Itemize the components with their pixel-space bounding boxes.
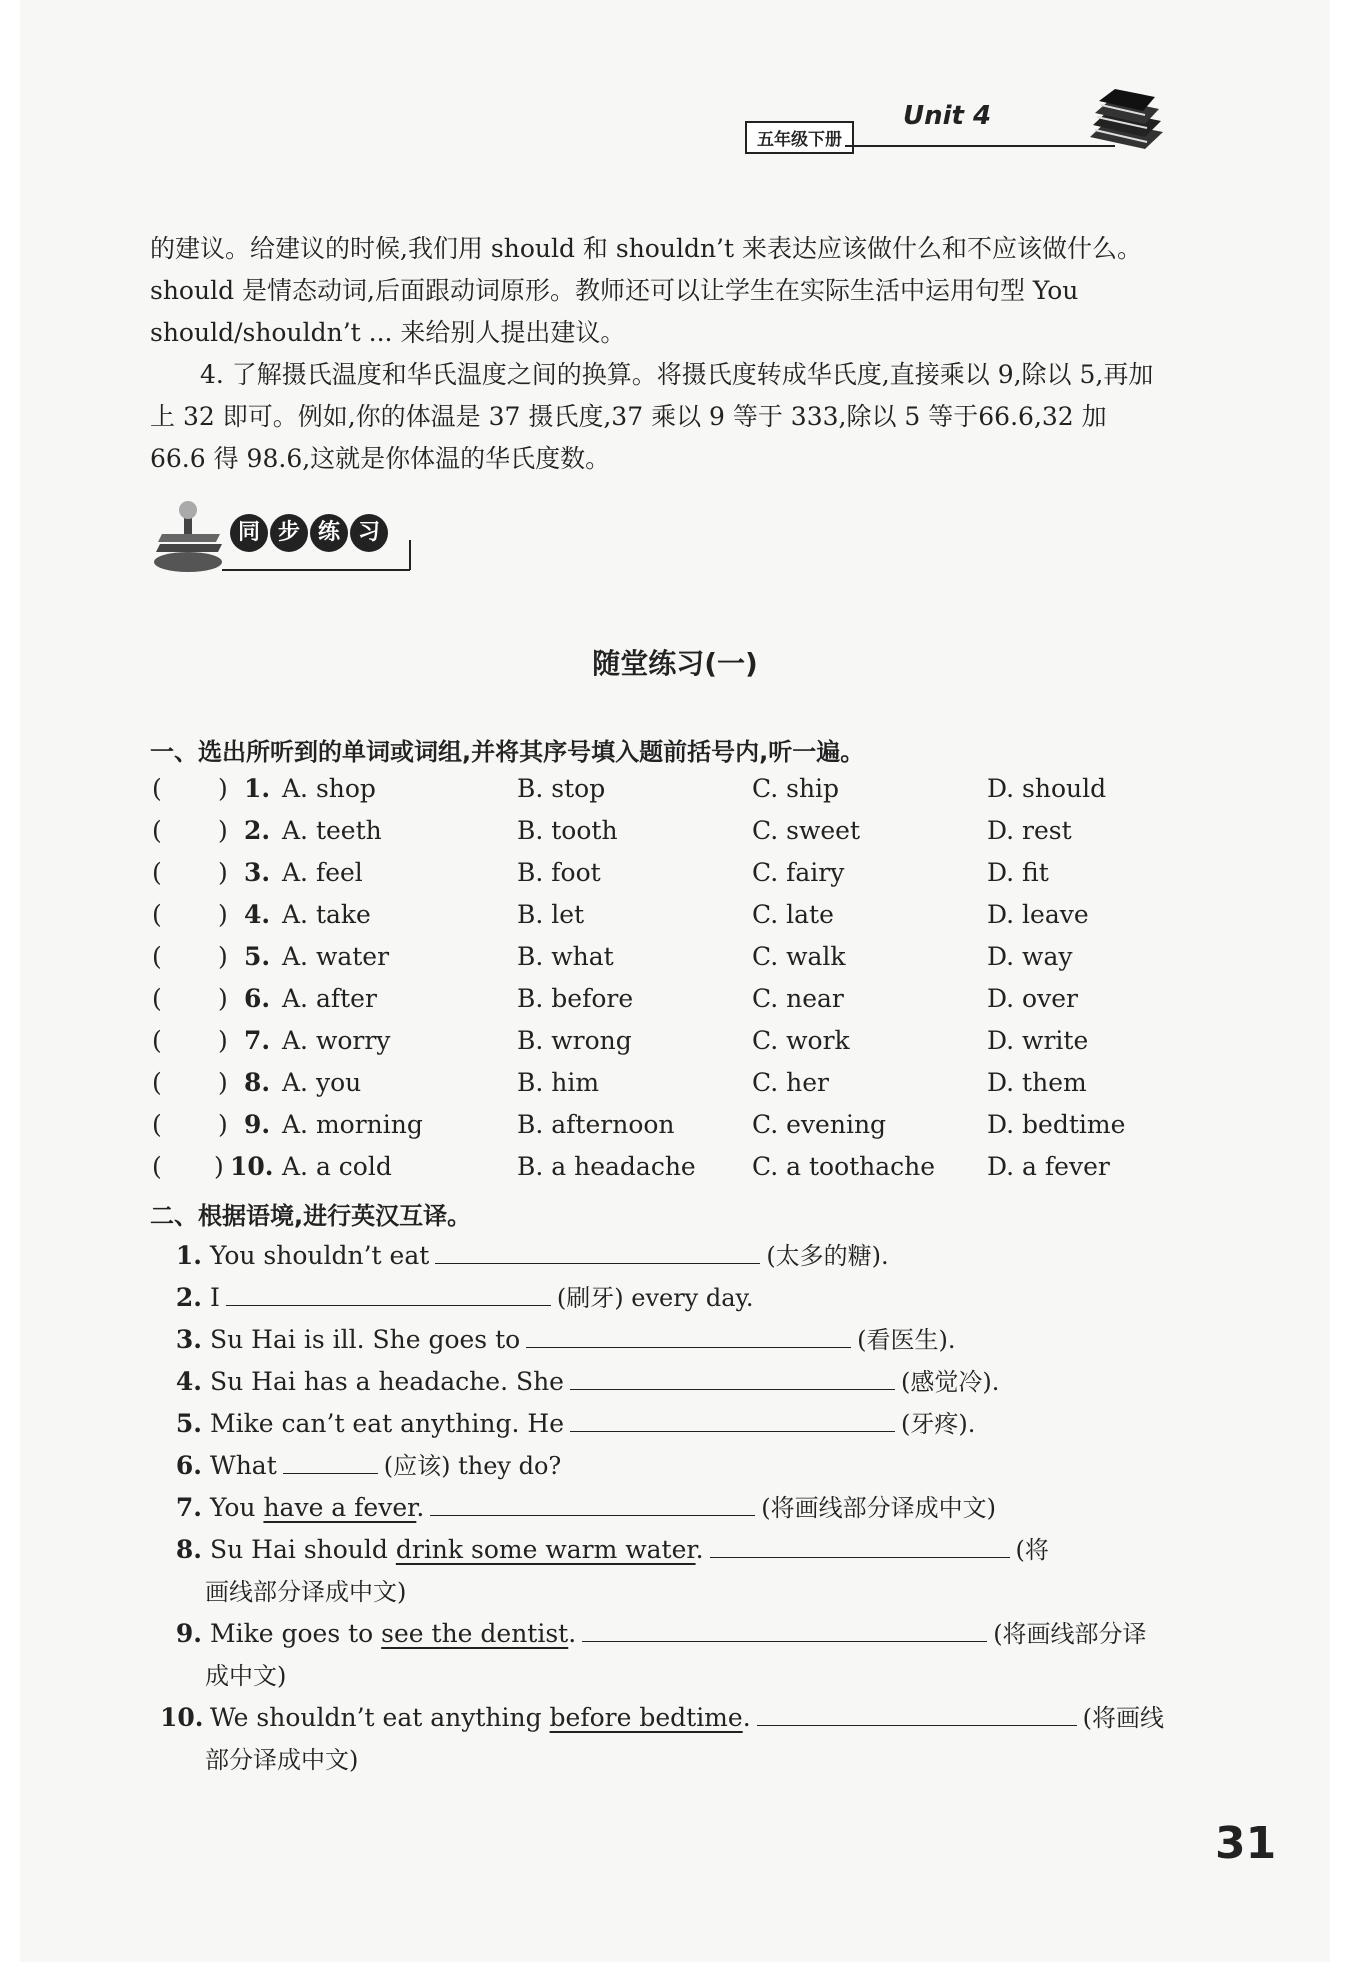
list-item: 1. You shouldn’t eat (太多的糖).: [160, 1236, 889, 1271]
part2-heading: 二、根据语境,进行英汉互译。: [150, 1202, 472, 1230]
exercise-title: 随堂练习(一): [592, 647, 758, 680]
page-number: 31: [1215, 1818, 1277, 1869]
answer-blank[interactable]: [570, 1363, 895, 1390]
list-item: 8. Su Hai should drink some warm water. (将: [160, 1530, 1049, 1565]
books-icon: [1085, 87, 1165, 157]
list-item: 6. What (应该) they do?: [160, 1446, 561, 1481]
answer-blank[interactable]: [435, 1237, 760, 1264]
answer-blank[interactable]: [226, 1279, 551, 1306]
answer-blank[interactable]: [710, 1531, 1010, 1558]
list-item: 5. Mike can’t eat anything. He (牙疼).: [160, 1404, 975, 1439]
list-item: 3. Su Hai is ill. She goes to (看医生).: [160, 1320, 956, 1355]
answer-blank[interactable]: [757, 1699, 1077, 1726]
list-item: 7. You have a fever. (将画线部分译成中文): [160, 1488, 996, 1523]
intro-paragraph-2: 4. 了解摄氏温度和华氏温度之间的换算。将摄氏度转成华氏度,直接乘以 9,除以 5,再加上 32 即可。例如,你的体温是 37 摄氏度,37 乘以 9 等于 333,除以 5 等于66.6,32 加 66.6 得 98.6,这就是你体温的华氏度数。: [150, 360, 1154, 473]
practice-section-badge: [148, 500, 418, 580]
list-item: 2. I (刷牙) every day.: [160, 1278, 754, 1313]
unit-title: Unit 4: [903, 101, 992, 131]
answer-blank[interactable]: [430, 1489, 755, 1516]
list-item: 10. We shouldn’t eat anything before bedtime. (将画线: [160, 1698, 1164, 1733]
list-item: 4. Su Hai has a headache. She (感觉冷).: [160, 1362, 999, 1397]
page-header: [745, 95, 1165, 165]
badge-char: 步: [270, 514, 308, 552]
list-item: 9. Mike goes to see the dentist. (将画线部分译: [160, 1614, 1147, 1649]
answer-blank[interactable]: [570, 1405, 895, 1432]
intro-paragraph-1: 的建议。给建议的时候,我们用 should 和 shouldn’t 来表达应该做什么和不应该做什么。should 是情态动词,后面跟动词原形。教师还可以让学生在实际生活中运用句型 You should/shouldn’t ... 来给别人提出建议。: [150, 234, 1142, 347]
answer-blank[interactable]: [283, 1447, 378, 1474]
part1-heading: 一、选出所听到的单词或词组,并将其序号填入题前括号内,听一遍。: [150, 738, 865, 766]
continuation-text: 部分译成中文): [205, 1746, 359, 1774]
badge-char: 习: [350, 514, 388, 552]
continuation-text: 画线部分译成中文): [205, 1578, 407, 1606]
answer-blank[interactable]: [582, 1615, 987, 1642]
answer-blank[interactable]: [526, 1321, 851, 1348]
badge-char: 同: [230, 514, 268, 552]
header-rule: [845, 145, 1115, 147]
continuation-text: 成中文): [205, 1662, 287, 1690]
badge-char: 练: [310, 514, 348, 552]
grade-label: 五年级下册: [745, 121, 854, 154]
